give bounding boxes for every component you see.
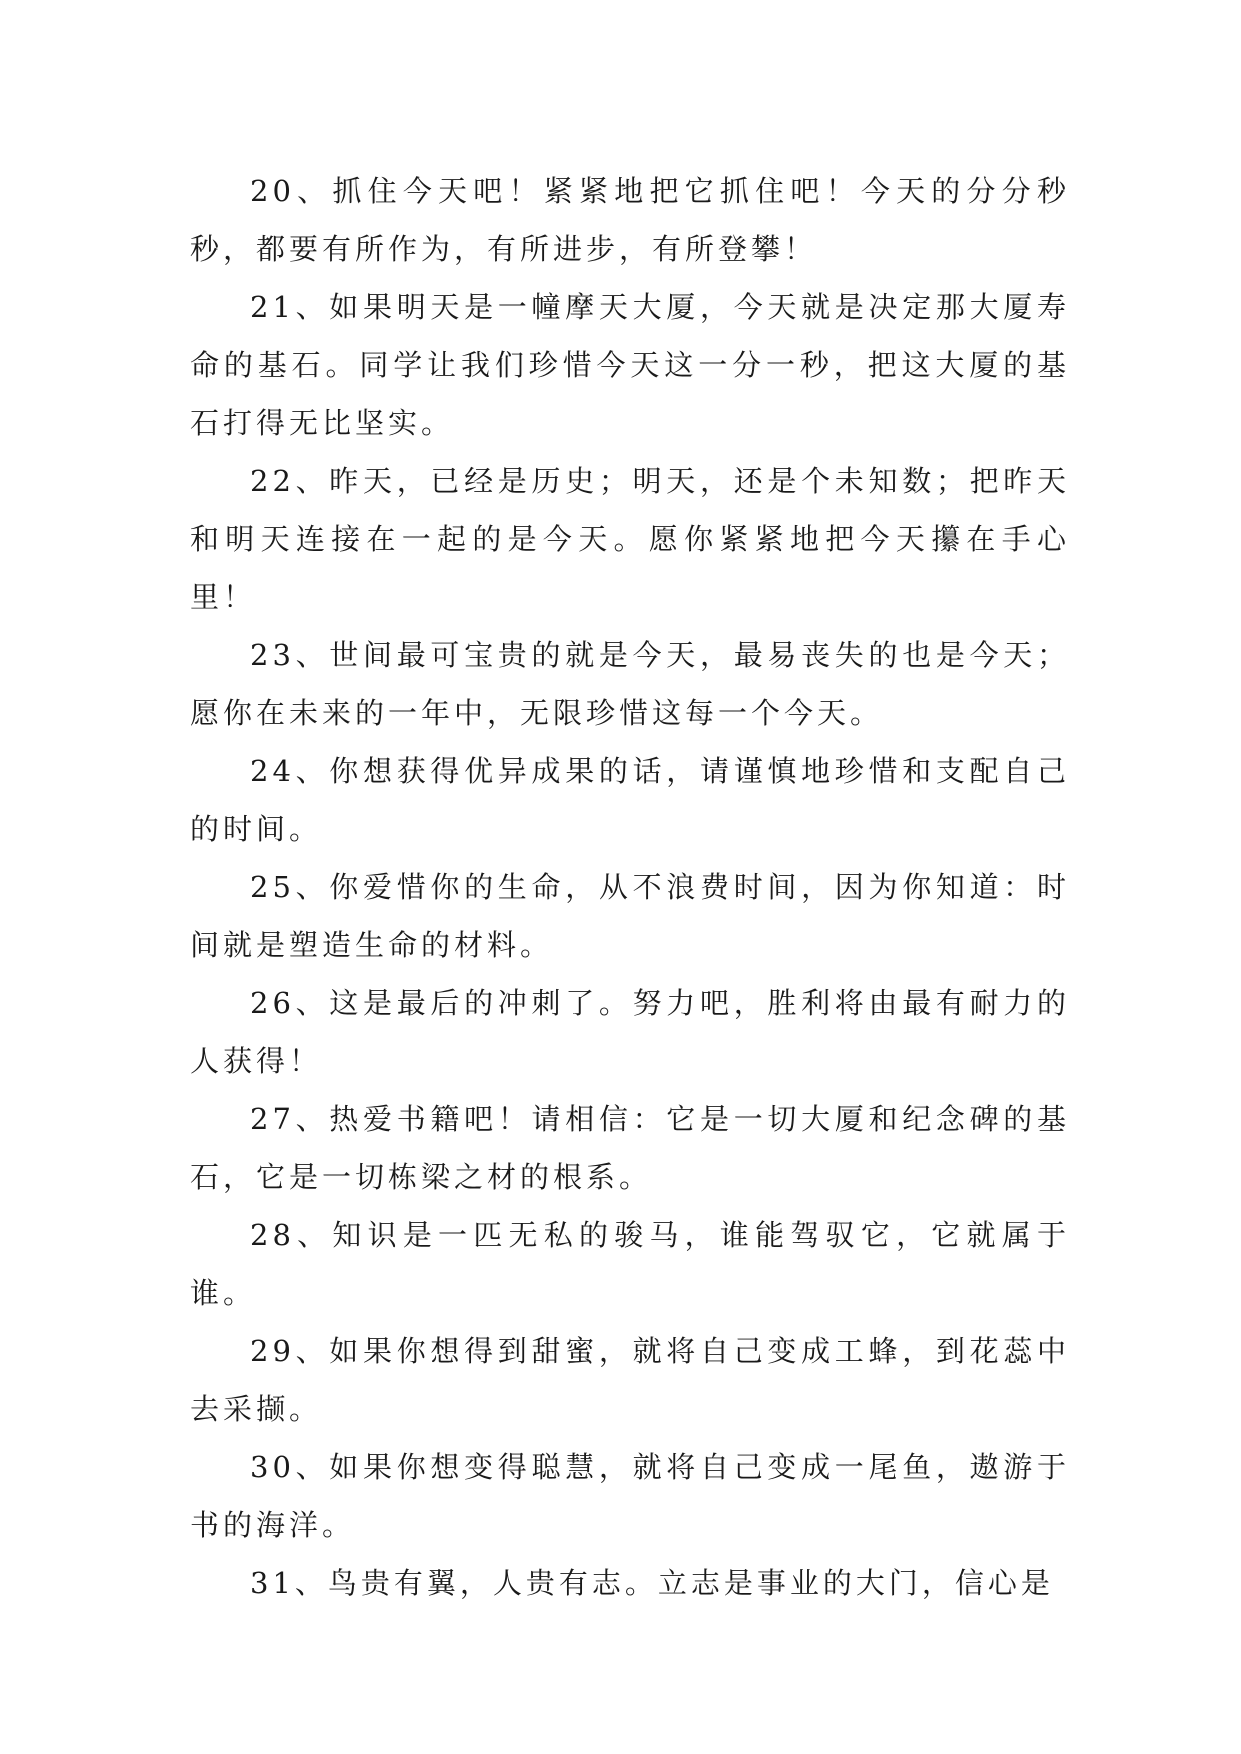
paragraph-22: 22、昨天，已经是历史；明天，还是个未知数；把昨天和明天连接在一起的是今天。愿你紧紧地把今天攥在手心里！ [190, 464, 1070, 614]
paragraph-26: 26、这是最后的冲刺了。努力吧，胜利将由最有耐力的人获得！ [190, 986, 1070, 1078]
paragraph-27: 27、热爱书籍吧！请相信：它是一切大厦和纪念碑的基石，它是一切栋梁之材的根系。 [190, 1102, 1070, 1194]
paragraph-25: 25、你爱惜你的生命，从不浪费时间，因为你知道：时间就是塑造生命的材料。 [190, 870, 1070, 962]
paragraph-23: 23、世间最可宝贵的就是今天，最易丧失的也是今天；愿你在未来的一年中，无限珍惜这每一个今天。 [190, 638, 1070, 730]
paragraph-29: 29、如果你想得到甜蜜，就将自己变成工蜂，到花蕊中去采撷。 [190, 1334, 1070, 1426]
paragraph-31: 31、鸟贵有翼，人贵有志。立志是事业的大门，信心是 [250, 1566, 1054, 1600]
paragraph-21: 21、如果明天是一幢摩天大厦，今天就是决定那大厦寿命的基石。同学让我们珍惜今天这一分一秒，把这大厦的基石打得无比坚实。 [190, 290, 1070, 440]
paragraph-20: 20、抓住今天吧！紧紧地把它抓住吧！今天的分分秒秒，都要有所作为，有所进步，有所登攀！ [190, 174, 1070, 266]
paragraph-30: 30、如果你想变得聪慧，就将自己变成一尾鱼，遨游于书的海洋。 [190, 1450, 1070, 1542]
paragraph-24: 24、你想获得优异成果的话，请谨慎地珍惜和支配自己的时间。 [190, 754, 1070, 846]
document-body [190, 162, 1070, 1612]
paragraph-28: 28、知识是一匹无私的骏马，谁能驾驭它，它就属于谁。 [190, 1218, 1070, 1310]
